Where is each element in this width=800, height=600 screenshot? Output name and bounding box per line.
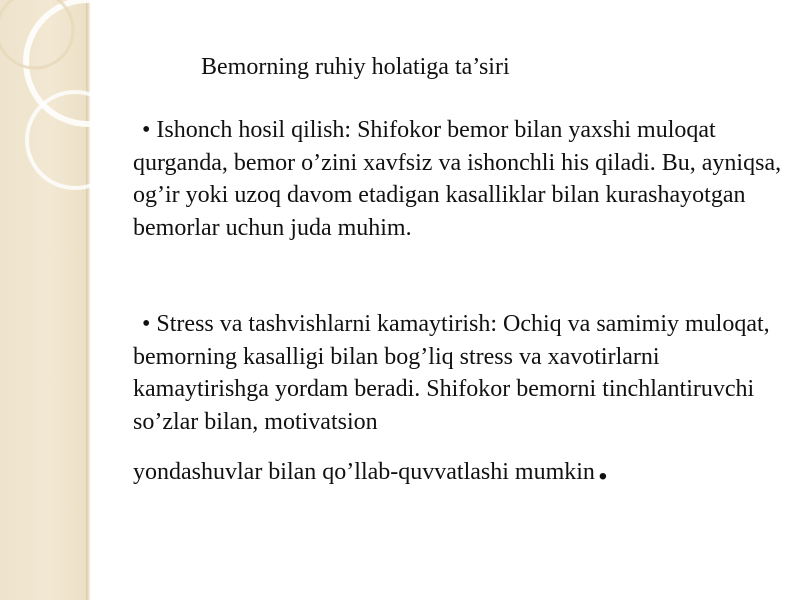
bullet-text-stress: Stress va tashvishlarni kamaytirish: Ochiq va samimiy muloqat, bemorning kasalligi bilan bog’liq stress va xavotirlarni kamaytirishga yordam beradi. Shifokor bemorni tinchlantiruvchi so’zlar bilan, motivatsion <box>133 311 770 435</box>
slide-title: Bemorning ruhiy holatiga ta’siri <box>201 54 510 80</box>
decorative-arc-corner <box>0 0 73 68</box>
bullet-dot: • <box>142 117 151 143</box>
decorative-arc-middle <box>27 92 90 188</box>
bullet-continuation-line <box>133 443 608 489</box>
decorative-circles <box>0 0 90 600</box>
bullet-paragraph-stress <box>133 308 783 438</box>
bullet-paragraph-trust <box>133 114 783 244</box>
continuation-text: yondashuvlar bilan qo’llab-quvvatlashi mumkin <box>133 459 595 485</box>
bullet-dot: • <box>142 311 151 337</box>
bullet-text-trust: Ishonch hosil qilish: Shifokor bemor bilan yaxshi muloqat qurganda, bemor o’zini xavfsiz va ishonchli his qiladi. Bu, ayniqsa, og’ir yoki uzoq davom etadigan kasalliklar bilan kurashayotgan bemorlar uchun juda muhim. <box>133 117 782 241</box>
final-period: . <box>597 443 608 488</box>
